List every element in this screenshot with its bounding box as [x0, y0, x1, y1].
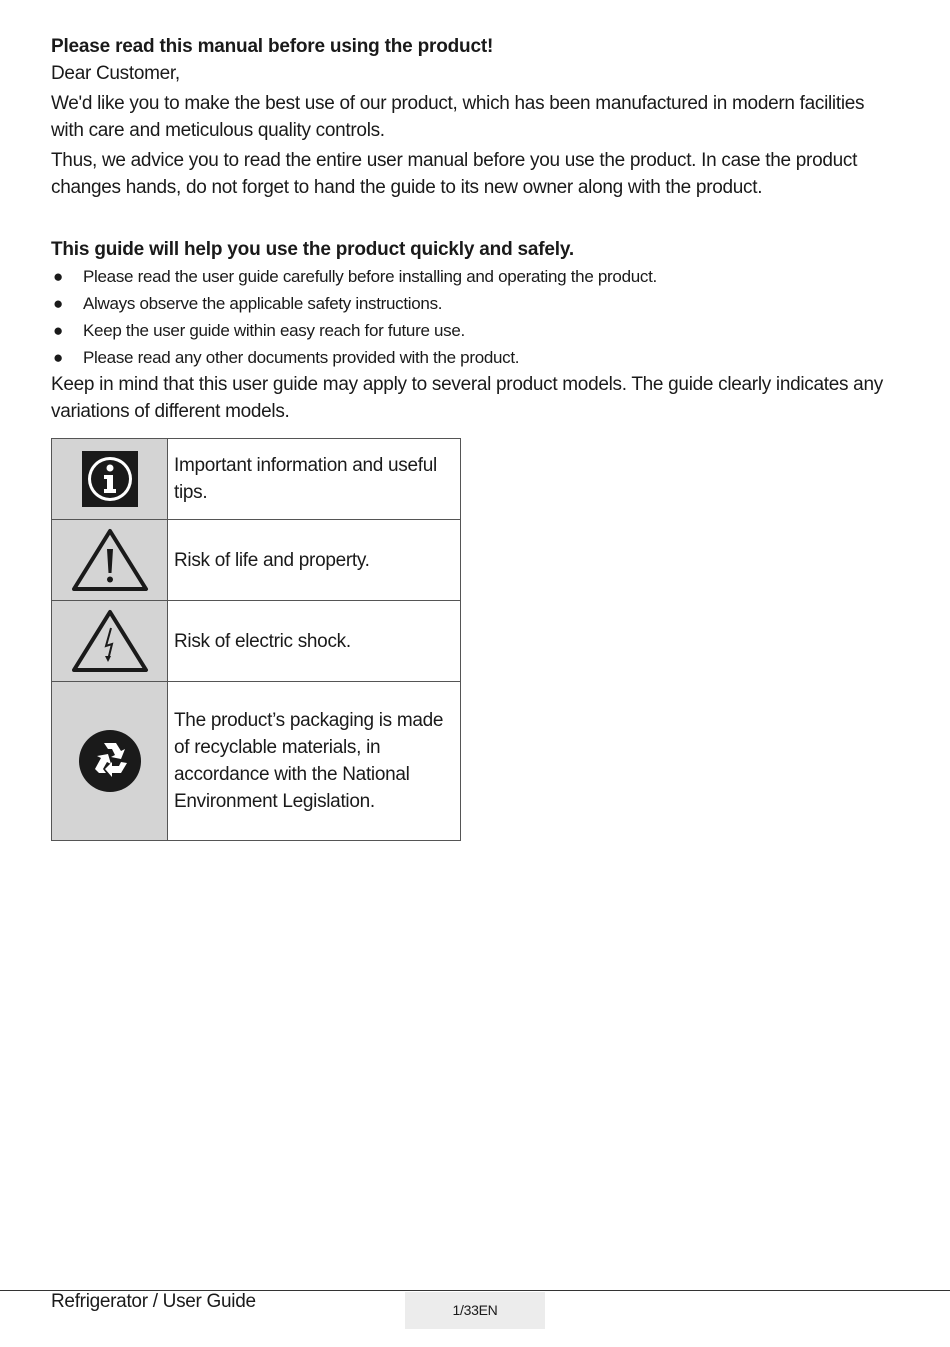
intro-heading: Please read this manual before using the product! — [51, 36, 494, 57]
intro-paragraph-1: We'd like you to make the best use of our product, which has been manufactured in modern facilities with care and meticulous quality controls. — [51, 93, 865, 141]
recycle-icon — [78, 729, 142, 793]
symbol-legend-table — [51, 438, 461, 841]
electric-shock-icon — [71, 608, 149, 674]
table-row — [52, 601, 461, 682]
bullet-icon: ● — [53, 294, 63, 313]
warning-triangle-icon — [71, 527, 149, 593]
info-icon — [82, 451, 138, 507]
greeting: Dear Customer, — [51, 63, 180, 84]
page-number: 1/33EN — [405, 1292, 545, 1329]
guide-heading: This guide will help you use the product quickly and safely. — [51, 239, 574, 260]
bullet-icon: ● — [53, 348, 63, 367]
table-row — [52, 520, 461, 601]
bullet-icon: ● — [53, 267, 63, 286]
legend-text: The product’s packaging is made of recyclable materials, in accordance with the National Environment Legislation. — [168, 682, 461, 841]
models-note: Keep in mind that this user guide may apply to several product models. The guide clearly indicates any variations of different models. — [51, 374, 883, 422]
list-item: ● Keep the user guide within easy reach for future use. — [51, 317, 891, 344]
table-row — [52, 682, 461, 841]
table-row — [52, 439, 461, 520]
intro-paragraph-2: Thus, we advice you to read the entire user manual before you use the product. In case the product changes hands, do not forget to hand the guide to its new owner along with the product. — [51, 150, 858, 198]
legend-text: Risk of electric shock. — [168, 601, 461, 682]
list-item: ● Please read any other documents provided with the product. — [51, 344, 891, 371]
bullet-icon: ● — [53, 321, 63, 340]
document-body — [51, 33, 891, 425]
footer-title: Refrigerator / User Guide — [51, 1291, 256, 1312]
legend-text: Risk of life and property. — [168, 520, 461, 601]
legend-text: Important information and useful tips. — [168, 439, 461, 520]
guide-bullet-list — [51, 263, 891, 371]
list-item: ● Please read the user guide carefully before installing and operating the product. — [51, 263, 891, 290]
list-item: ● Always observe the applicable safety instructions. — [51, 290, 891, 317]
